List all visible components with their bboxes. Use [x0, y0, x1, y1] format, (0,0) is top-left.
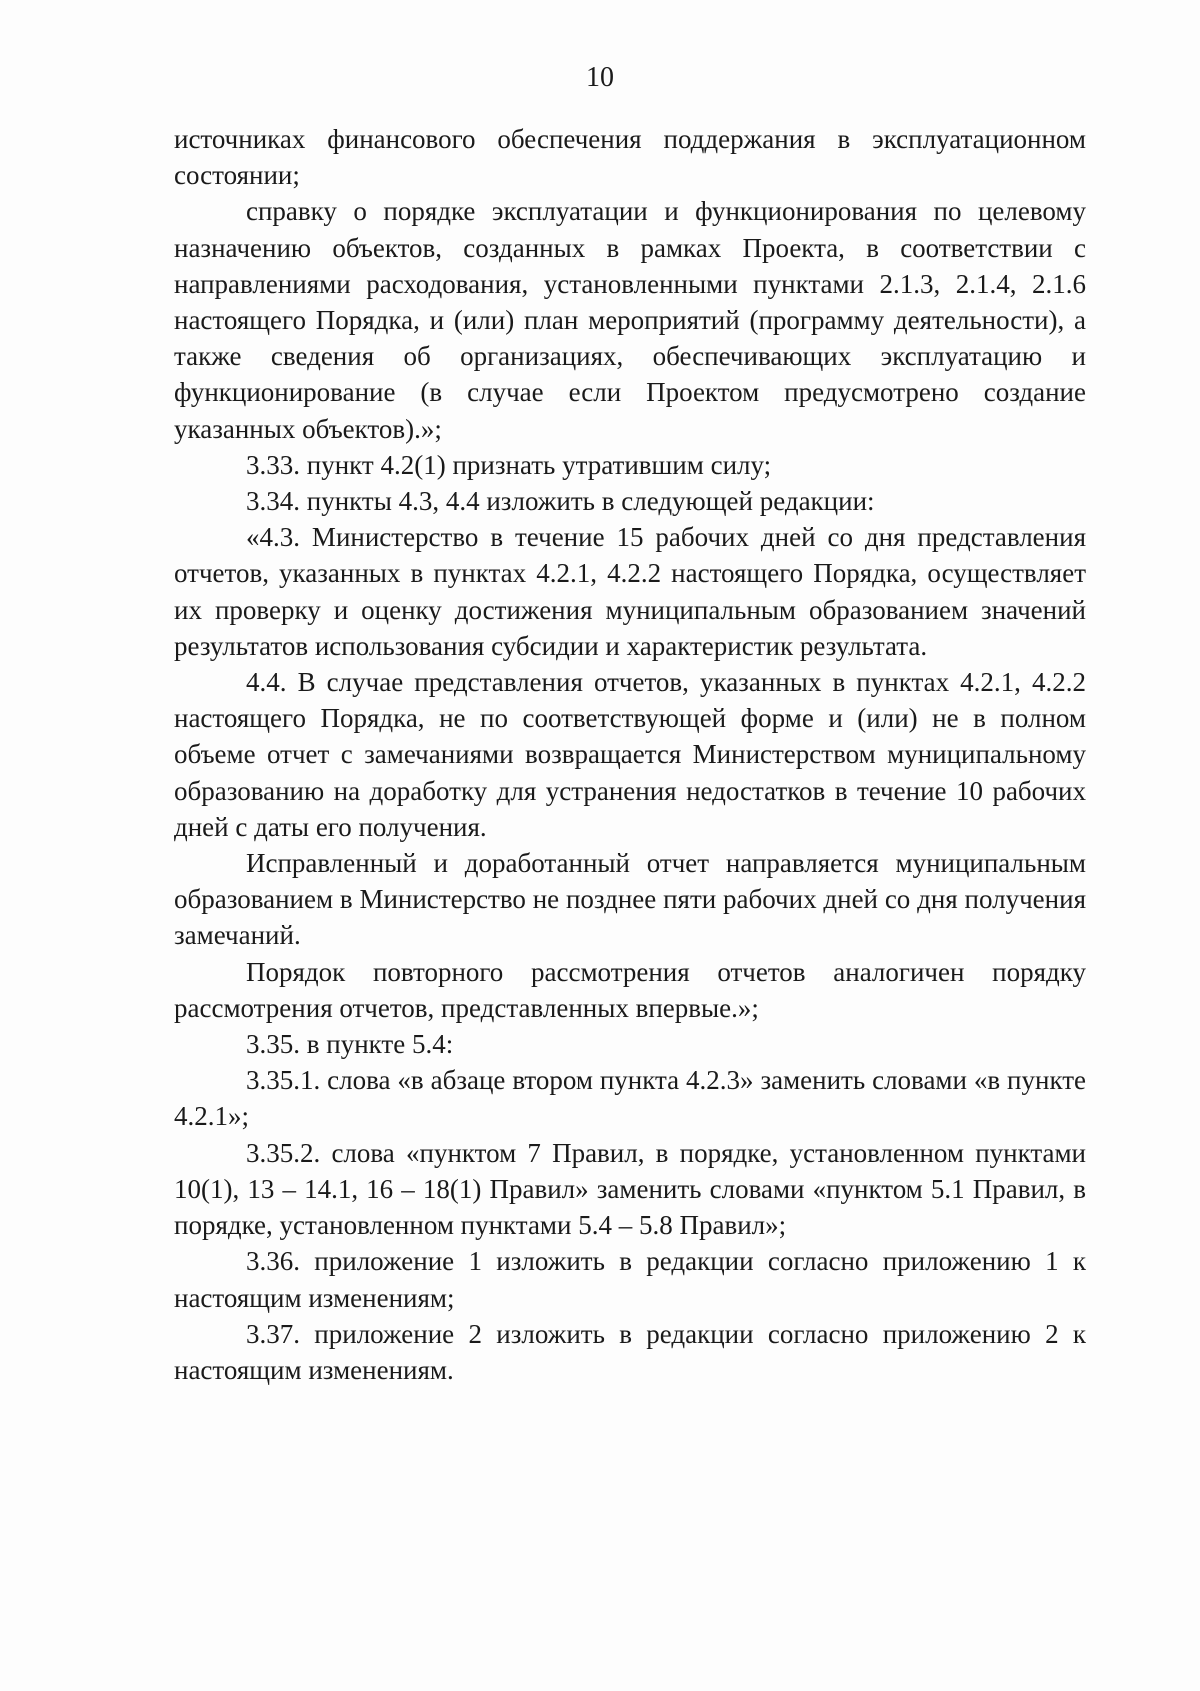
- paragraph-operation-reference: справку о порядке эксплуатации и функционирования по целевому назначению объектов, созданных в рамках Проекта, в соответствии с направлениями расходования, установленными пунктами 2.1.3, 2.1.4, 2.1.6 настоящего Порядка, и (или) план мероприятий (программу деятельности), а также сведения об организациях, обеспечивающих эксплуатацию и функционирование (в случае если Проектом предусмотрено создание указанных объектов).»;: [174, 196, 1086, 444]
- page-number: 10: [586, 62, 614, 93]
- paragraph-item-3-37: 3.37. приложение 2 изложить в редакции согласно приложению 2 к настоящим изменениям.: [174, 1318, 1086, 1385]
- paragraph-item-3-36: 3.36. приложение 1 изложить в редакции согласно приложению 1 к настоящим изменениям;: [174, 1246, 1086, 1313]
- paragraph-repeat-review: Порядок повторного рассмотрения отчетов аналогичен порядку рассмотрения отчетов, представленных впервые.»;: [174, 956, 1086, 1023]
- paragraph-continuation: источниках финансового обеспечения поддержания в эксплуатационном состоянии;: [174, 124, 1086, 191]
- paragraph-item-4-3: «4.3. Министерство в течение 15 рабочих дней со дня представления отчетов, указанных в пунктах 4.2.1, 4.2.2 настоящего Порядка, осуществляет их проверку и оценку достижения муниципальным образованием значений результатов использования субсидии и характеристик результата.: [174, 522, 1086, 661]
- paragraph-item-3-35-2: 3.35.2. слова «пунктом 7 Правил, в порядке, установленном пунктами 10(1), 13 – 14.1, 16 – 18(1) Правил» заменить словами «пунктом 5.1 Правил, в порядке, установленном пунктами 5.4 – 5.8 Правил»;: [174, 1137, 1086, 1241]
- paragraph-item-3-34: 3.34. пункты 4.3, 4.4 изложить в следующей редакции:: [246, 486, 875, 517]
- paragraph-item-3-35-1: 3.35.1. слова «в абзаце втором пункта 4.2.3» заменить словами «в пункте 4.2.1»;: [174, 1065, 1086, 1132]
- paragraph-item-3-33: 3.33. пункт 4.2(1) признать утратившим силу;: [246, 449, 772, 480]
- document-body: [174, 121, 1086, 1388]
- paragraph-item-3-35: 3.35. в пункте 5.4:: [246, 1029, 454, 1060]
- paragraph-item-4-4: 4.4. В случае представления отчетов, указанных в пунктах 4.2.1, 4.2.2 настоящего Порядка, не по соответствующей форме и (или) не в полном объеме отчет с замечаниями возвращается Министерством муниципальному образованию на доработку для устранения недостатков в течение 10 рабочих дней с даты его получения.: [174, 667, 1086, 842]
- paragraph-corrected-report: Исправленный и доработанный отчет направляется муниципальным образованием в Министерство не позднее пяти рабочих дней со дня получения замечаний.: [174, 848, 1086, 951]
